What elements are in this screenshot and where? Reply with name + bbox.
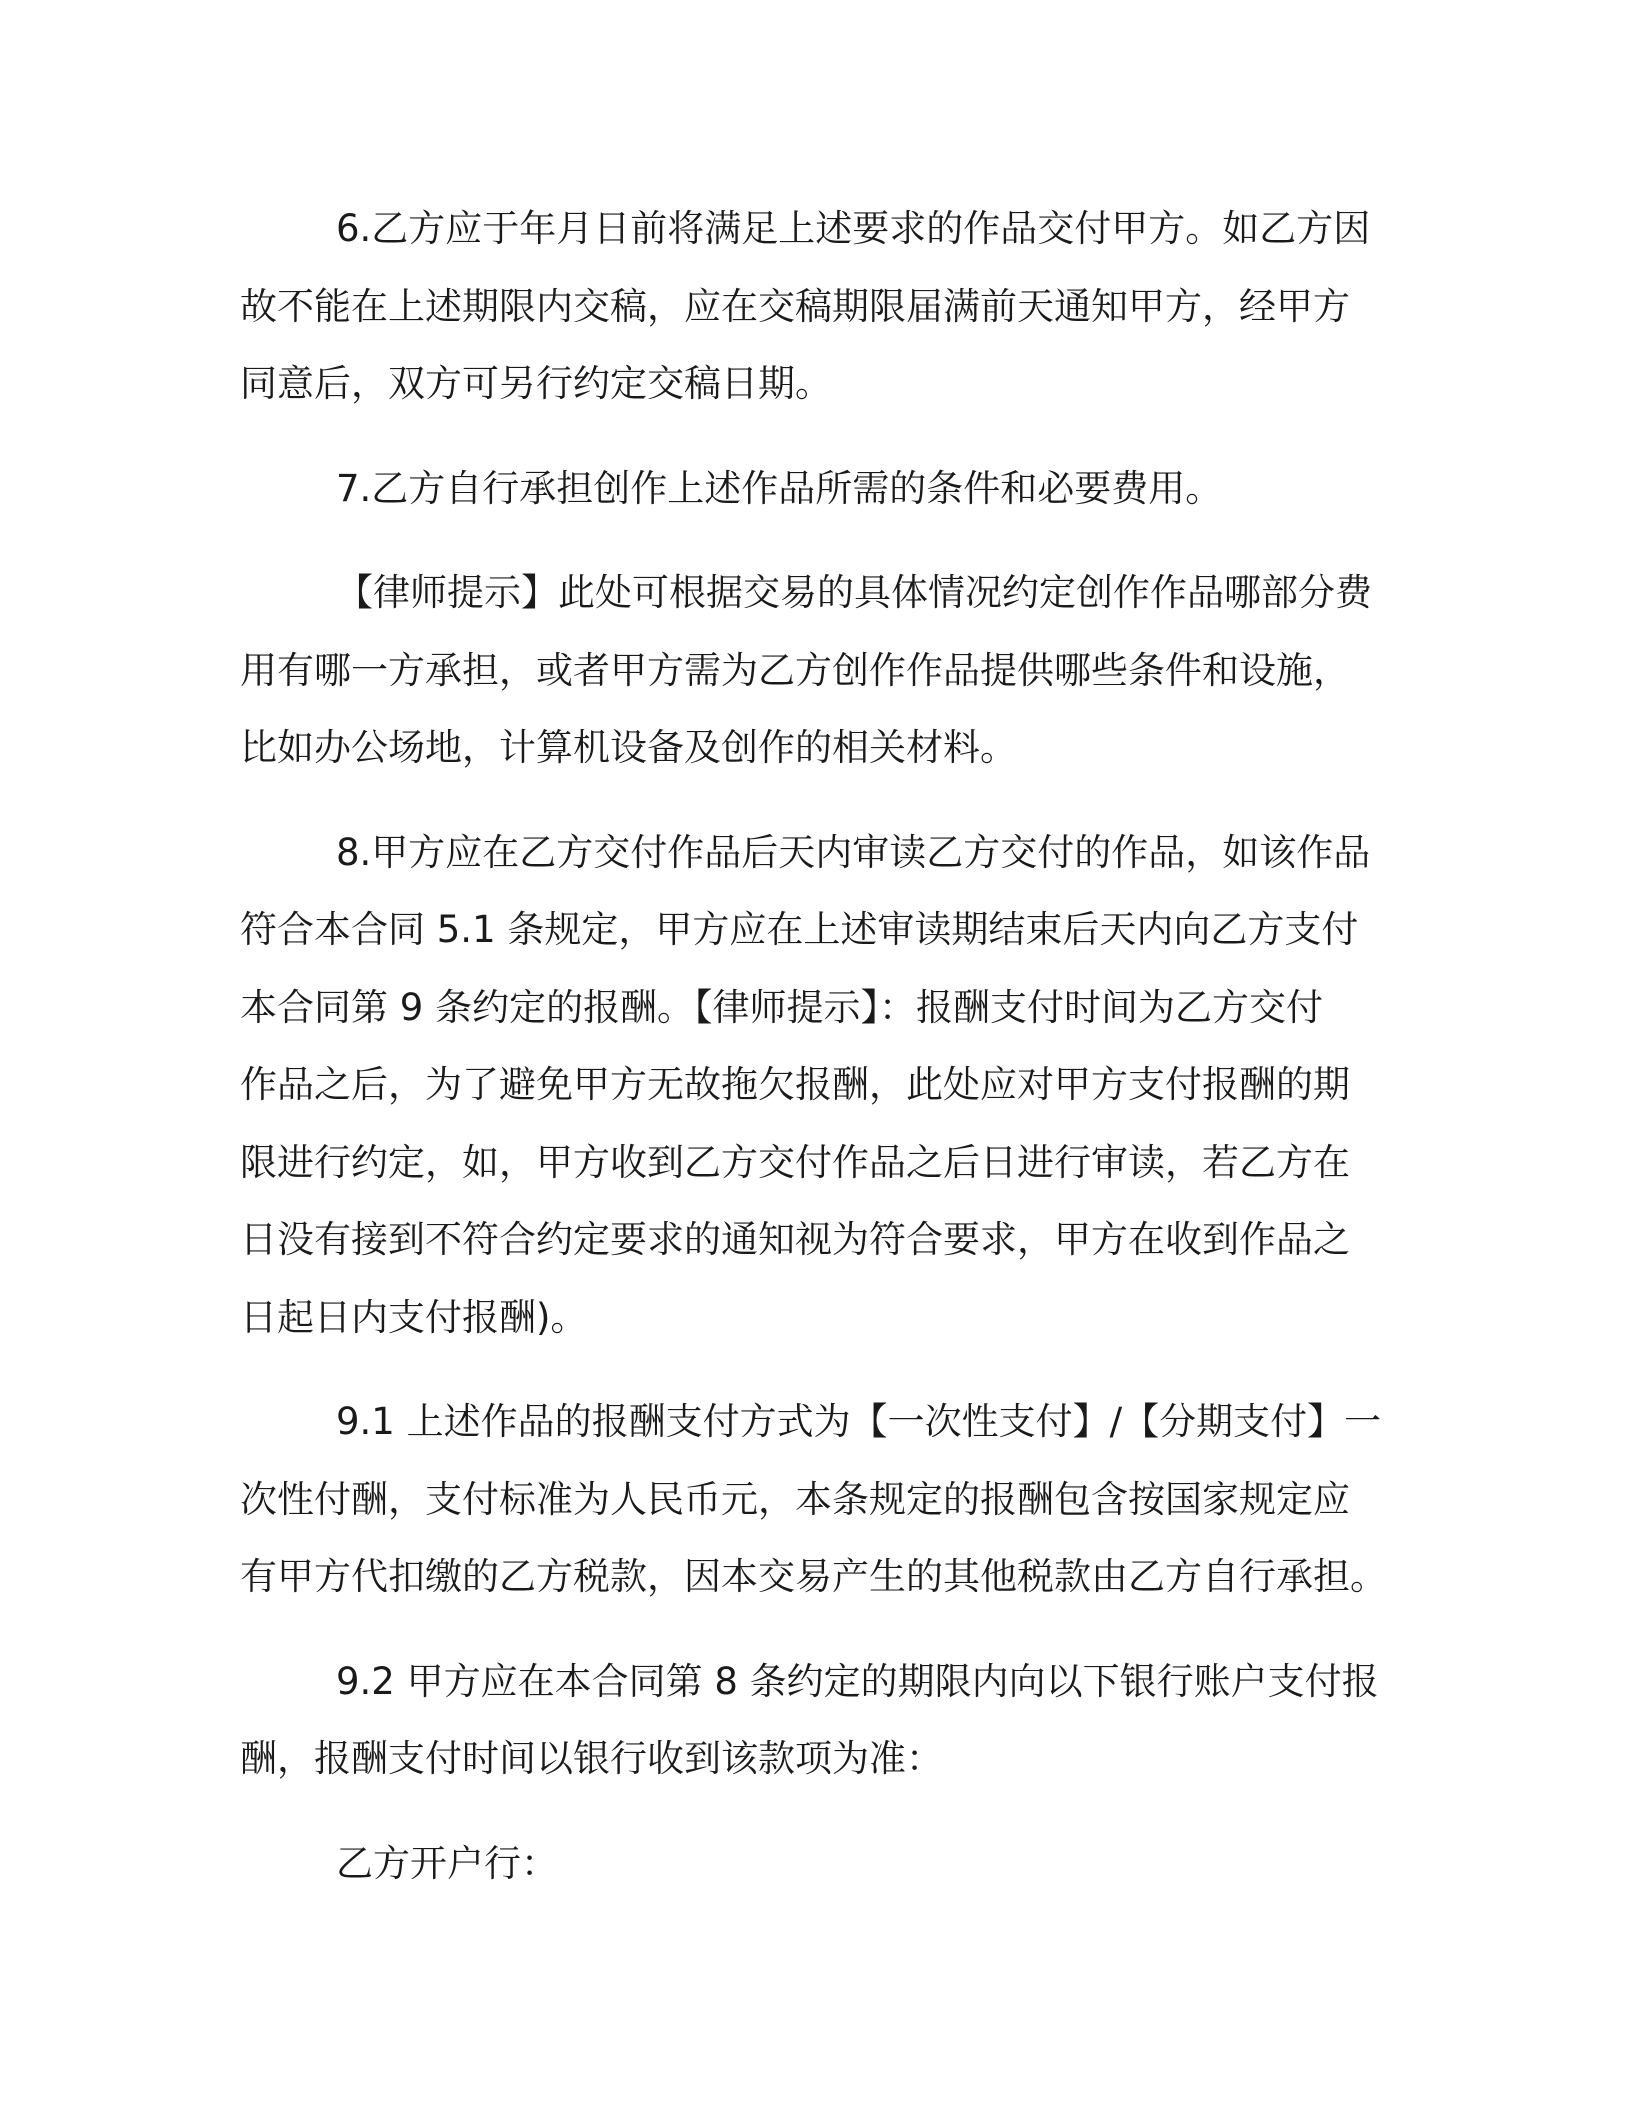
paragraph-clause-7 xyxy=(240,450,1380,528)
paragraph-bank-field xyxy=(240,1825,1380,1903)
text-line: 故不能在上述期限内交稿，应在交稿期限届满前天通知甲方，经甲方 xyxy=(240,284,1350,328)
text-line: 7.乙方自行承担创作上述作品所需的条件和必要费用。 xyxy=(336,466,1223,510)
paragraph-clause-8 xyxy=(240,814,1380,1357)
text-line: 9.2 甲方应在本合同第 8 条约定的期限内向以下银行账户支付报 xyxy=(336,1659,1379,1703)
text-line: 比如办公场地，计算机设备及创作的相关材料。 xyxy=(240,726,1017,769)
paragraph-clause-9-2 xyxy=(240,1643,1380,1798)
text-line: 酬，报酬支付时间以银行收到该款项为准： xyxy=(240,1737,943,1780)
bank-field-label: 乙方开户行： xyxy=(336,1841,558,1885)
text-line: 次性付酬，支付标准为人民币元，本条规定的报酬包含按国家规定应 xyxy=(240,1477,1350,1521)
text-line: 8.甲方应在乙方交付作品后天内审读乙方交付的作品，如该作品 xyxy=(336,830,1371,874)
text-line: 日起日内支付报酬)。 xyxy=(240,1295,588,1339)
text-line: 作品之后，为了避免甲方无故拖欠报酬，此处应对甲方支付报酬的期 xyxy=(240,1063,1350,1106)
paragraph-lawyer-tip xyxy=(240,554,1380,787)
text-line: 用有哪一方承担，或者甲方需为乙方创作作品提供哪些条件和设施， xyxy=(240,648,1350,692)
text-line: 【律师提示】此处可根据交易的具体情况约定创作作品哪部分费 xyxy=(336,571,1372,614)
document-page xyxy=(240,190,1387,1902)
paragraph-clause-9-1 xyxy=(240,1383,1387,1616)
text-line: 9.1 上述作品的报酬支付方式为【一次性支付】/【分期支付】一 xyxy=(336,1400,1382,1443)
text-line: 限进行约定，如，甲方收到乙方交付作品之后日进行审读，若乙方在 xyxy=(240,1140,1350,1184)
text-line: 符合本合同 5.1 条规定，甲方应在上述审读期结束后天内向乙方支付 xyxy=(240,908,1359,951)
text-line: 有甲方代扣缴的乙方税款，因本交易产生的其他税款由乙方自行承担。 xyxy=(240,1555,1387,1598)
text-line: 同意后，双方可另行约定交稿日期。 xyxy=(240,362,832,405)
paragraph-clause-6 xyxy=(240,190,1380,423)
text-line: 6.乙方应于年月日前将满足上述要求的作品交付甲方。如乙方因 xyxy=(336,207,1371,250)
text-line: 本合同第 9 条约定的报酬。【律师提示】：报酬支付时间为乙方交付 xyxy=(240,985,1324,1029)
text-line: 日没有接到不符合约定要求的通知视为符合要求，甲方在收到作品之 xyxy=(240,1218,1350,1261)
